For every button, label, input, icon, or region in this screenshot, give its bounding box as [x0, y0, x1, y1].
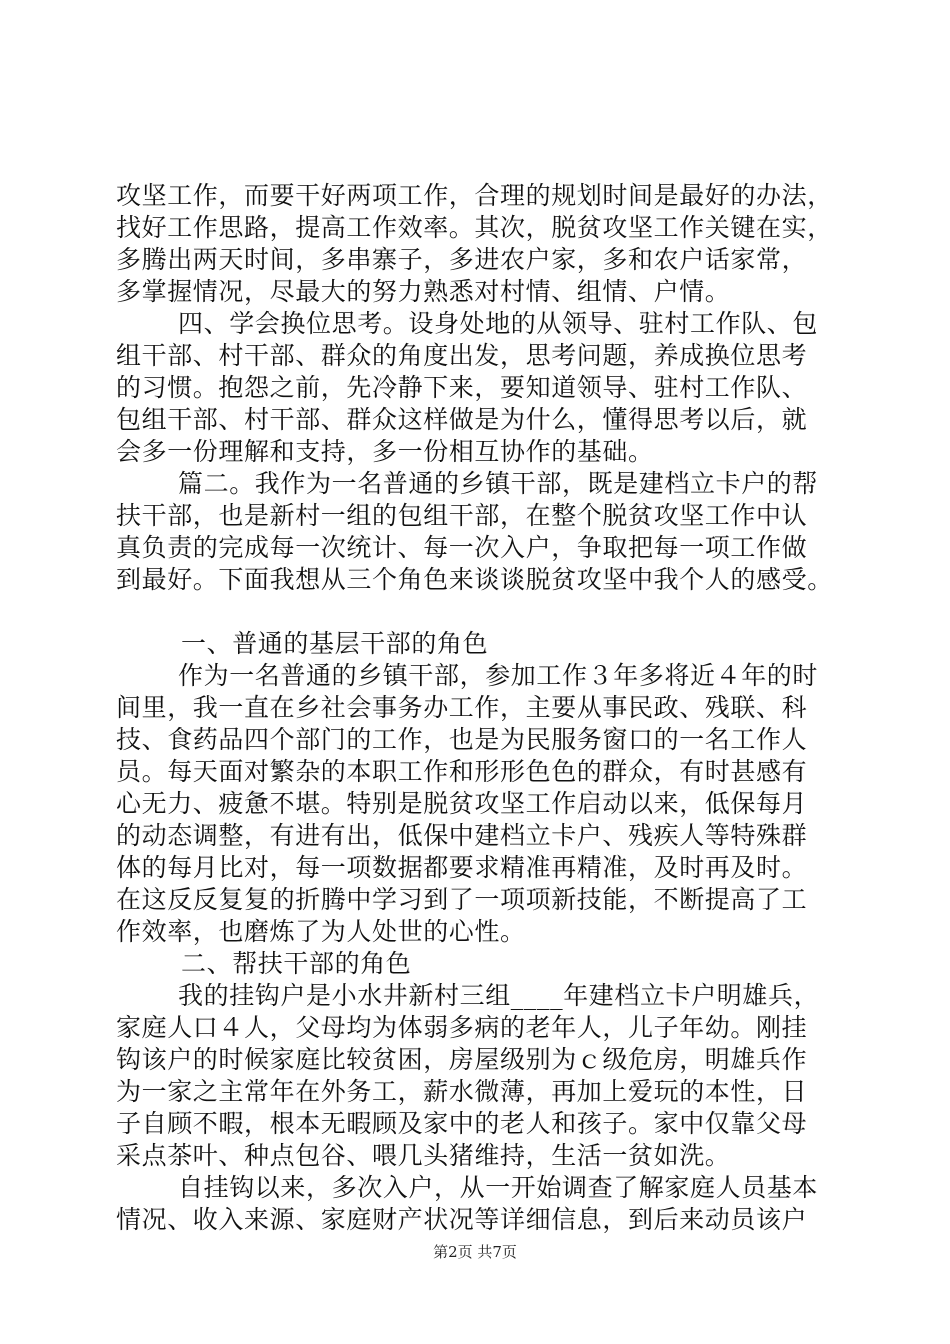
- text-line: 员。每天面对繁杂的本职工作和形形色色的群众，有时甚感有: [116, 757, 808, 786]
- text-line: 作效率，也磨炼了为人处世的心性。: [116, 917, 526, 946]
- text-line: 找好工作思路，提高工作效率。其次，脱贫攻坚工作关键在实，: [116, 213, 833, 242]
- text-line: 钩该户的时候家庭比较贫困，房屋级别为ｃ级危房，明雄兵作: [116, 1045, 808, 1074]
- text-line: 多腾出两天时间，多串寨子，多进农户家，多和农户话家常，: [116, 245, 808, 274]
- text-line: 扶干部，也是新村一组的包组干部，在整个脱贫攻坚工作中认: [116, 501, 808, 530]
- paragraph-first-line: 我的挂钩户是小水井新村三组____年建档立卡户明雄兵，: [178, 981, 820, 1010]
- text-line: 心无力、疲惫不堪。特别是脱贫攻坚工作启动以来，低保每月: [116, 789, 808, 818]
- paragraph-first-line: 自挂钩以来，多次入户，从一开始调查了解家庭人员基本: [178, 1173, 819, 1202]
- text-line: 采点茶叶、种点包谷、喂几头猪维持，生活一贫如洗。: [116, 1141, 731, 1170]
- text-line: 会多一份理解和支持，多一份相互协作的基础。: [116, 437, 654, 466]
- text-line: 攻坚工作，而要干好两项工作，合理的规划时间是最好的办法，: [116, 181, 833, 210]
- text-line: 情况、收入来源、家庭财产状况等详细信息，到后来动员该户: [116, 1205, 808, 1234]
- paragraph-first-line: 篇二。我作为一名普通的乡镇干部，既是建档立卡户的帮: [178, 469, 819, 498]
- text-line: 组干部、村干部、群众的角度出发，思考问题，养成换位思考: [116, 341, 808, 370]
- section-heading: 一、普通的基层干部的角色: [181, 629, 489, 658]
- text-line: 家庭人口４人，父母均为体弱多病的老年人，儿子年幼。刚挂: [116, 1013, 808, 1042]
- paragraph-first-line: 作为一名普通的乡镇干部，参加工作３年多将近４年的时: [178, 661, 819, 690]
- text-line: 多掌握情况，尽最大的努力熟悉对村情、组情、户情。: [116, 277, 731, 306]
- page-number-footer: 第2页 共7页: [433, 1243, 517, 1261]
- text-line: 包组干部、村干部、群众这样做是为什么，懂得思考以后，就: [116, 405, 808, 434]
- text-line: 间里，我一直在乡社会事务办工作，主要从事民政、残联、科: [116, 693, 808, 722]
- text-line: 技、食药品四个部门的工作，也是为民服务窗口的一名工作人: [116, 725, 808, 754]
- text-line: 在这反反复复的折腾中学习到了一项项新技能，不断提高了工: [116, 885, 808, 914]
- text-line: 体的每月比对，每一项数据都要求精准再精准，及时再及时。: [116, 853, 808, 882]
- section-heading: 二、帮扶干部的角色: [181, 949, 412, 978]
- text-line: 的动态调整，有进有出，低保中建档立卡户、残疾人等特殊群: [116, 821, 808, 850]
- text-line: 的习惯。抱怨之前，先冷静下来，要知道领导、驻村工作队、: [116, 373, 808, 402]
- text-line: 子自顾不暇，根本无暇顾及家中的老人和孩子。家中仅靠父母: [116, 1109, 808, 1138]
- text-line: 真负责的完成每一次统计、每一次入户，争取把每一项工作做: [116, 533, 808, 562]
- paragraph-first-line: 四、学会换位思考。设身处地的从领导、驻村工作队、包: [178, 309, 819, 338]
- text-line: 到最好。下面我想从三个角色来谈谈脱贫攻坚中我个人的感受。: [116, 565, 833, 594]
- text-line: 为一家之主常年在外务工，薪水微薄，再加上爱玩的本性，日: [116, 1077, 808, 1106]
